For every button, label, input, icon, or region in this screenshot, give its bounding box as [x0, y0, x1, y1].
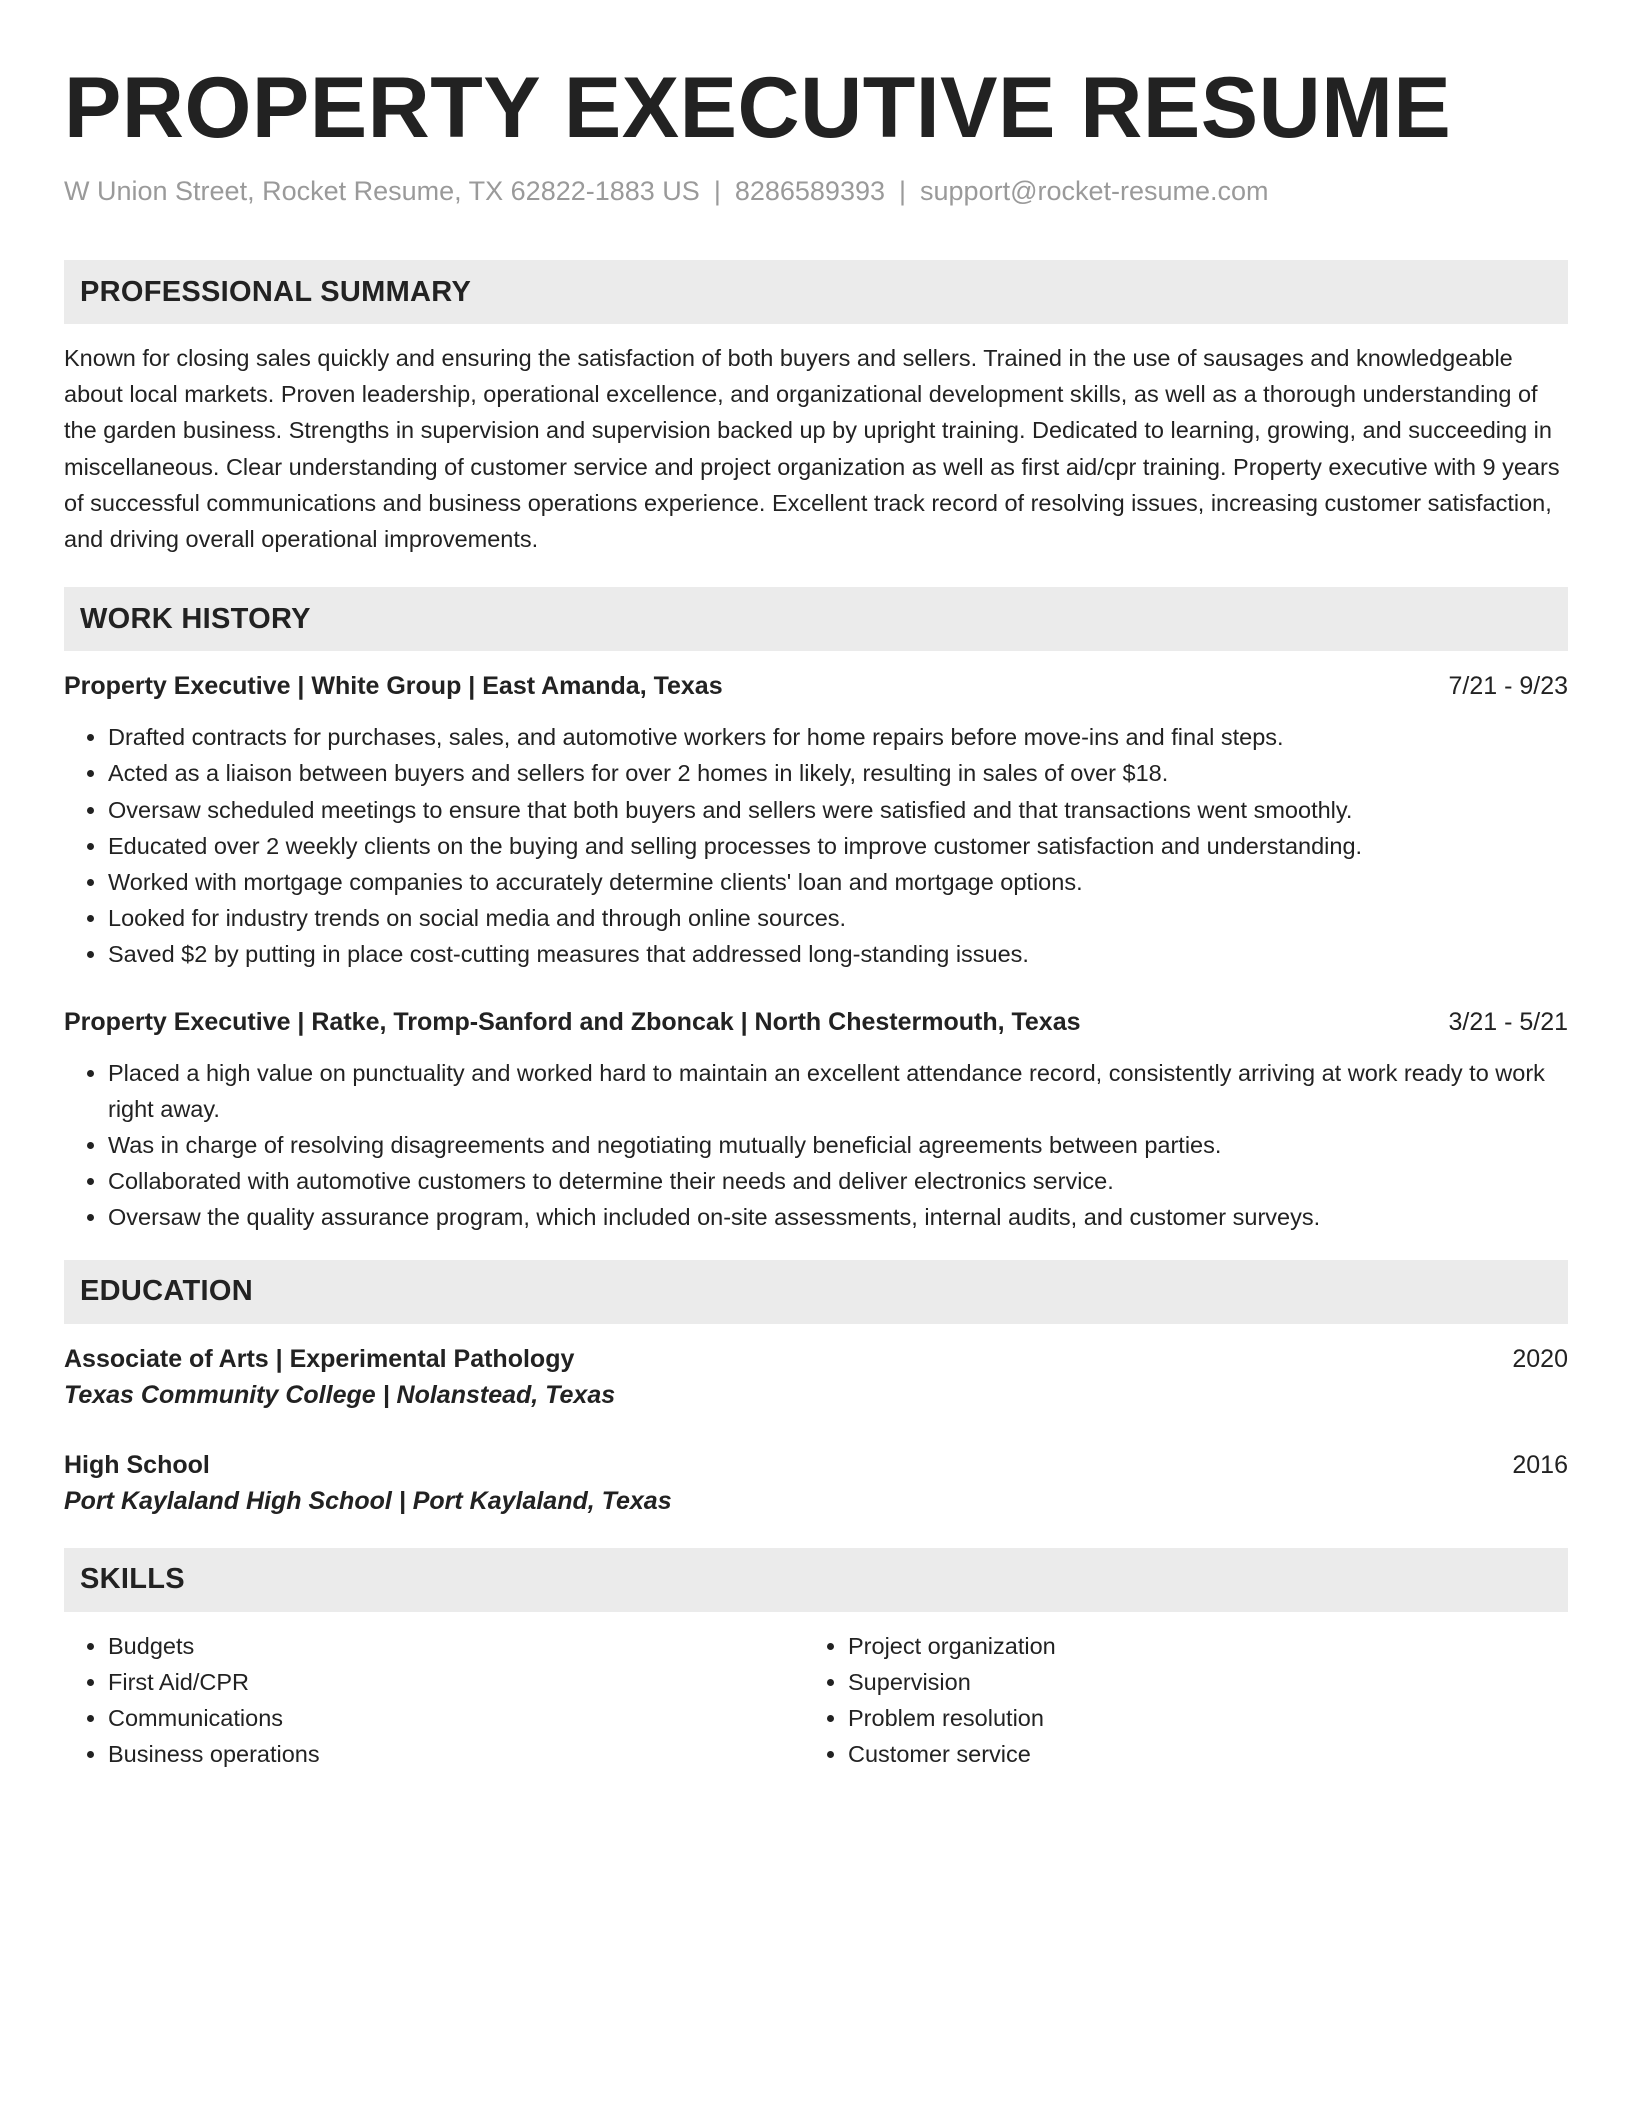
- skills-list-left: [64, 1628, 804, 1773]
- skill-item: • Problem resolution: [848, 1700, 1544, 1736]
- education-school: Port Kaylaland High School | Port Kaylaland, Texas: [64, 1486, 672, 1515]
- education-degree: Associate of Arts | Experimental Pathology: [64, 1344, 575, 1373]
- job-bullet: • Was in charge of resolving disagreements and negotiating mutually beneficial agreements between parties.: [108, 1127, 1568, 1163]
- job-header: [64, 669, 1568, 703]
- contact-separator: |: [899, 176, 907, 206]
- job-dates: 3/21 - 5/21: [1448, 1007, 1568, 1036]
- contact-phone: 8286589393: [734, 176, 885, 206]
- job-bullet: • Drafted contracts for purchases, sales, and automotive workers for home repairs before move-ins and final steps.: [108, 719, 1568, 755]
- job-bullet: • Placed a high value on punctuality and worked hard to maintain an excellent attendance record, consistently arriving at work ready to work right away.: [108, 1055, 1568, 1127]
- job-bullet: • Collaborated with automotive customers to determine their needs and deliver electronics service.: [108, 1163, 1568, 1199]
- job-dates: 7/21 - 9/23: [1448, 672, 1568, 701]
- job-bullet: • Worked with mortgage companies to accurately determine clients' loan and mortgage options.: [108, 864, 1568, 900]
- education-degree: High School: [64, 1450, 210, 1479]
- job-bullet: • Oversaw the quality assurance program, which included on-site assessments, internal audits, and customer surveys.: [108, 1199, 1568, 1235]
- contact-address: W Union Street, Rocket Resume, TX 62822-1883 US: [64, 176, 700, 206]
- contact-email: support@rocket-resume.com: [920, 176, 1269, 206]
- summary-paragraph: Known for closing sales quickly and ensuring the satisfaction of both buyers and sellers. Trained in the use of sausages and knowledgeable about local markets. Proven leadership, operational excellence, and organizational development skills, as well as a thorough understanding of the garden business. Strengths in supervision and supervision backed up by upright training. Dedicated to learning, growing, and succeeding in miscellaneous. Clear understanding of customer service and project organization as well as first aid/cpr training. Property executive with 9 years of successful communications and business operations experience. Excellent track record of resolving issues, increasing customer satisfaction, and driving overall operational improvements.: [64, 345, 1560, 553]
- skill-item: • Supervision: [848, 1664, 1544, 1700]
- section-heading-skills: SKILLS: [64, 1548, 1568, 1612]
- education-school: Texas Community College | Nolanstead, Texas: [64, 1380, 616, 1409]
- job-bullet-list: [64, 1055, 1568, 1236]
- job-bullet-list: [64, 719, 1568, 972]
- job-bullet: • Educated over 2 weekly clients on the buying and selling processes to improve customer satisfaction and understanding.: [108, 828, 1568, 864]
- job-title: Property Executive | Ratke, Tromp-Sanford and Zboncak | North Chestermouth, Texas: [64, 1007, 1081, 1036]
- skills-grid: [64, 1628, 1568, 1773]
- job-bullet: • Oversaw scheduled meetings to ensure that both buyers and sellers were satisfied and that transactions went smoothly.: [108, 792, 1568, 828]
- skill-item: • Customer service: [848, 1736, 1544, 1772]
- skill-item: • Communications: [108, 1700, 804, 1736]
- job-bullet: • Looked for industry trends on social media and through online sources.: [108, 900, 1568, 936]
- skills-list-right: [804, 1628, 1544, 1773]
- education-header: [64, 1342, 1568, 1376]
- job-header: [64, 1005, 1568, 1039]
- job-title: Property Executive | White Group | East Amanda, Texas: [64, 672, 723, 701]
- education-year: 2016: [1512, 1450, 1568, 1479]
- job-bullet: • Acted as a liaison between buyers and sellers for over 2 homes in likely, resulting in sales of over $18.: [108, 755, 1568, 791]
- contact-line: [64, 174, 1568, 208]
- skill-item: • Budgets: [108, 1628, 804, 1664]
- section-heading-education: EDUCATION: [64, 1260, 1568, 1324]
- contact-separator: |: [713, 176, 721, 206]
- skill-item: • Business operations: [108, 1736, 804, 1772]
- skill-item: • First Aid/CPR: [108, 1664, 804, 1700]
- education-year: 2020: [1512, 1344, 1568, 1373]
- skill-item: • Project organization: [848, 1628, 1544, 1664]
- resume-title: PROPERTY EXECUTIVE RESUME: [64, 60, 1452, 156]
- job-bullet: • Saved $2 by putting in place cost-cutting measures that addressed long-standing issues.: [108, 936, 1568, 972]
- section-heading-summary: PROFESSIONAL SUMMARY: [64, 260, 1568, 324]
- education-header: [64, 1448, 1568, 1482]
- section-heading-work-history: WORK HISTORY: [64, 587, 1568, 651]
